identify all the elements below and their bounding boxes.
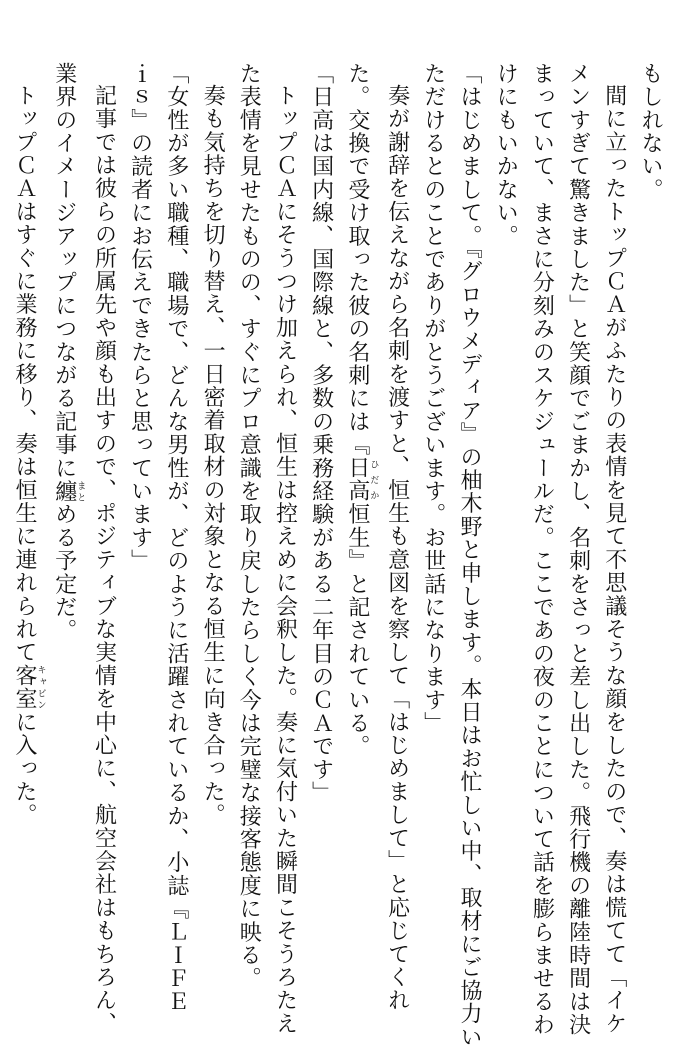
furigana-reading: ひだか <box>368 456 379 503</box>
vertical-text-body <box>12 62 668 1049</box>
furigana-ruby: 日高ひだか <box>344 456 379 503</box>
text-line: 「日高は国内線、国際線と、多数の乗務経験がある二年目のＣＡです」 <box>308 62 334 805</box>
text-line: た。交換で受け取った彼の名刺には『日高ひだか恒生』と記されている。 <box>344 62 379 759</box>
furigana-ruby: 客室キャビン <box>12 664 46 711</box>
text-line: まっていて、まさに分刻みのスケジュールだ。ここであの夜のことについて話を膨らませるわ <box>529 62 555 1037</box>
text-line: 業界のイメージアップにつながる記事に纏まとめる予定だ。 <box>51 62 86 643</box>
text-line: 「女性が多い職種、職場で、どんな男性が、どのように活躍されているか、小誌『ＬＩＦＥ <box>163 62 189 1014</box>
text-line: 間に立ったトップＣＡがふたりの表情を見て不思議そうな顔をしたので、奏は慌てて「イケ <box>601 84 627 1036</box>
furigana-ruby: 纏まと <box>51 479 86 503</box>
furigana-reading: キャビン <box>35 664 46 711</box>
text-line: トップＣＡにそうつけ加えられ、恒生は控えめに会釈した。奏に気付いた瞬間こそうろたえ <box>272 84 298 1036</box>
text-line: 奏が謝辞を伝えながら名刺を渡すと、恒生も意図を察して「はじめまして」と応じてくれ <box>384 84 410 1012</box>
text-line: ｉｓ』の読者にお伝えできたらと思っています」 <box>127 62 153 573</box>
text-line: た表情を見せたものの、すぐにプロ意識を取り戻したらしく今は完璧な接客態度に映る。 <box>236 62 262 990</box>
text-line: もしれない。 <box>638 62 663 202</box>
text-line: 奏も気持ちを切り替え、一日密着取材の対象となる恒生に向き合った。 <box>200 84 226 827</box>
text-line: 記事では彼らの所属先や顔も出すので、ポジティブな実情を中心に、航空会社はもちろん、 <box>91 84 117 1036</box>
text-line: トップＣＡはすぐに業務に移り、奏は恒生に連れられて客室キャビンに入った。 <box>12 84 46 827</box>
furigana-reading: まと <box>75 479 86 503</box>
text-line: けにもいかない。 <box>493 62 519 248</box>
text-line: ただけるとのことでありがとうございます。お世話になります」 <box>420 62 446 735</box>
text-line: メンすぎて驚きました」と笑顔でごまかし、名刺をさっと差し出した。飛行機の離陸時間は決 <box>565 62 591 1037</box>
text-line: 「はじめまして。『グロウメディア』の柚木野と申します。本日はお忙しい中、取材にご協力い <box>456 62 482 1049</box>
